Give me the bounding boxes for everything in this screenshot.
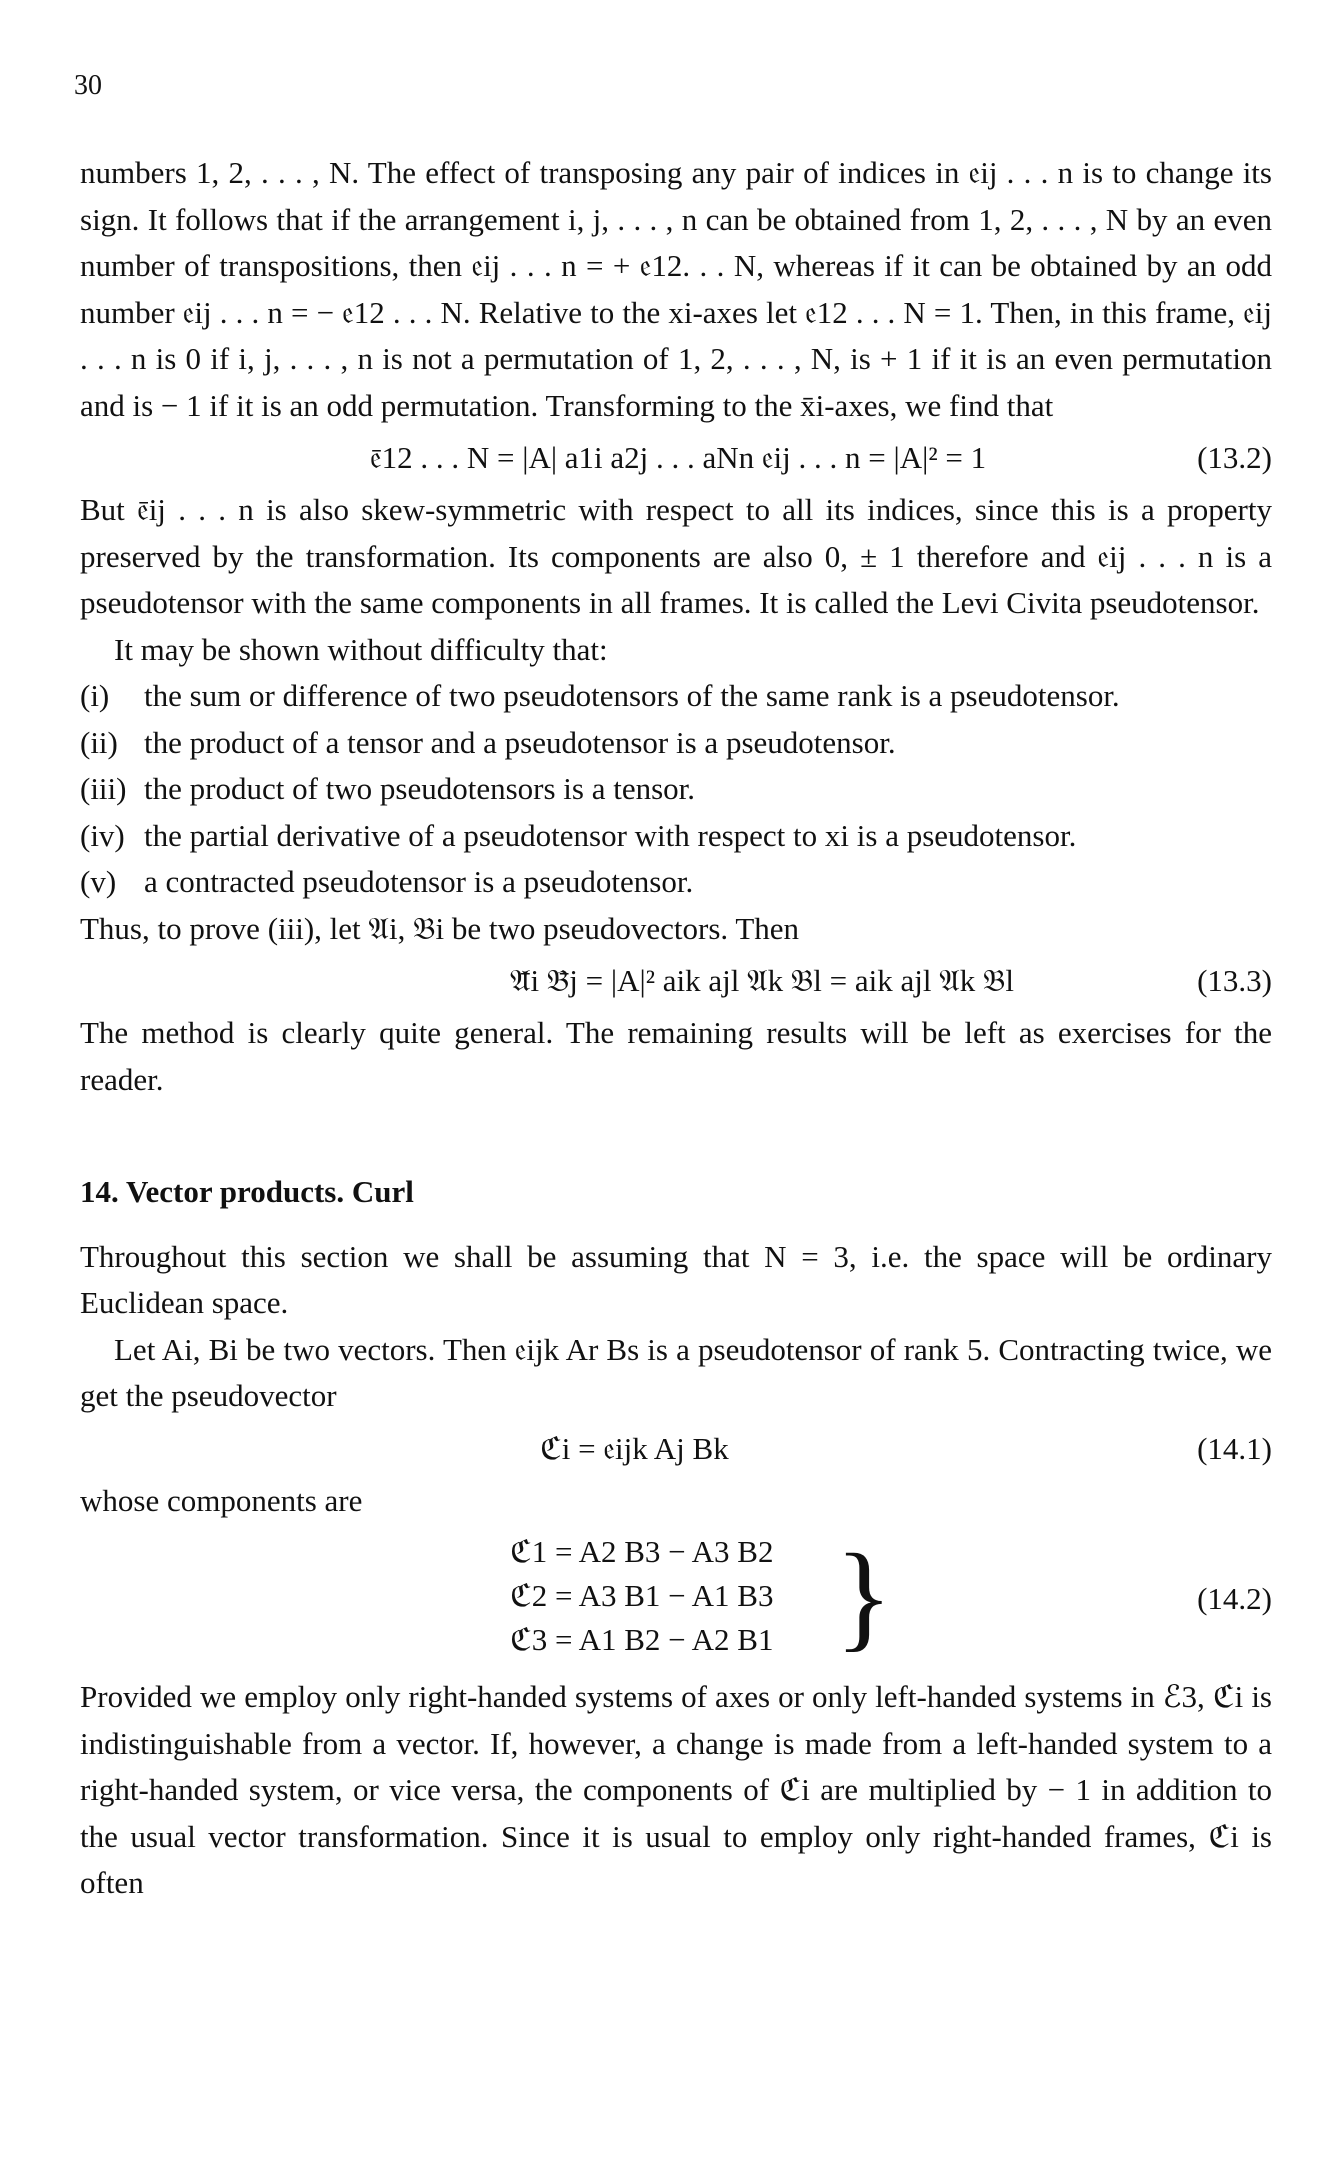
list-marker: (iii) [80,771,127,806]
page-content [80,150,1272,1907]
list-text: the partial derivative of a pseudotensor with respect to xi is a pseudotensor. [144,817,1077,853]
list-text: the product of two pseudotensors is a tensor. [144,771,696,806]
equation-body: 𝔢̄12 . . . N = |A| a1i a2j . . . aNn 𝔢ij . . . n = |A|² = 1 [370,440,987,475]
equation-line: ℭ3 = A1 B2 − A2 B1 [510,1622,774,1657]
equation-13-3 [80,952,1272,1010]
paragraph: The method is clearly quite general. The remaining results will be left as exercises for the reader. [80,1015,1272,1097]
list-text: the sum or difference of two pseudotensors of the same rank is a pseudotensor. [144,678,1120,713]
list-text: the product of a tensor and a pseudotensor is a pseudotensor. [144,724,896,760]
equation-line: ℭ1 = A2 B3 − A3 B2 [510,1534,774,1569]
list-item [80,766,1272,813]
paragraph: numbers 1, 2, . . . , N. The effect of transposing any pair of indices in 𝔢ij . . . n is to change its sign. It follows that if the arrangement i, j, . . . , n can be obtained from 1, 2, . . . , N by an even number of transpositions, then 𝔢ij . . . n = + 𝔢12. . . N, whereas if it can be obtained by an odd number 𝔢ij . . . n = − 𝔢12 . . . N. Relative to the xi-axes let 𝔢12 . . . N = 1. Then, in this frame, 𝔢ij . . . n is 0 if i, j, . . . , n is not a permutation of 1, 2, . . . , N, is + 1 if it is an even permutation and is − 1 if it is an odd permutation. Transforming to the x̄i-axes, we find that [80,155,1272,423]
equation-13-2 [80,429,1272,487]
list-marker: (iv) [80,817,125,853]
equation-14-1 [80,1420,1272,1478]
paragraph: whose components are [80,1482,363,1518]
equation-body: ℭi = 𝔢ijk Aj Bk [540,1430,729,1466]
list-marker: (v) [80,864,117,899]
list-item [80,813,1272,860]
paragraph: Let Ai, Bi be two vectors. Then 𝔢ijk Ar Bs is a pseudotensor of rank 5. Contracting twice, we get the pseudovector [80,1331,1272,1413]
list-item [80,859,1272,906]
list-text: a contracted pseudotensor is a pseudotensor. [144,864,694,899]
section-heading: 14. Vector products. Curl [80,1174,414,1209]
list-marker: (ii) [80,724,118,760]
equation-line: ℭ2 = A3 B1 − A1 B3 [510,1578,774,1613]
paragraph: Thus, to prove (iii), let 𝔄i, 𝔅i be two pseudovectors. Then [80,910,800,946]
equation-system [510,1530,773,1662]
paragraph: Throughout this section we shall be assuming that N = 3, i.e. the space will be ordinary Euclidean space. [80,1238,1272,1320]
paragraph: But 𝔢̄ij . . . n is also skew-symmetric with respect to all its indices, since this is a property preserved by the transformation. Its components are also 0, ± 1 therefore and 𝔢ij . . . n is a pseudotensor with the same components in all frames. It is called the Levi Civita pseudotensor. [80,492,1272,620]
paragraph: Provided we employ only right-handed systems of axes or only left-handed systems in ℰ3, ℭi is indistinguishable from a vector. If, however, a change is made from a left-handed system to a right-handed system, or vice versa, the components of ℭi are multiplied by − 1 in addition to the usual vector transformation. Since it is usual to employ only right-handed frames, ℭi is often [80,1679,1272,1900]
equation-number: (14.1) [1197,1430,1272,1466]
equation-number: (13.3) [1197,963,1272,998]
equation-number: (13.2) [1197,440,1272,475]
property-list [80,673,1272,906]
paragraph: It may be shown without difficulty that: [114,631,608,667]
equation-number: (14.2) [1197,1581,1272,1616]
list-marker: (i) [80,678,110,713]
right-brace-icon: } [835,1529,893,1662]
equation-body: 𝔄̄i 𝔅̄j = |A|² aik ajl 𝔄k 𝔅l = aik ajl 𝔄k 𝔅l [510,963,1015,998]
list-item [80,673,1272,720]
equation-14-2 [80,1524,1272,1674]
page-number: 30 [74,70,102,101]
list-item [80,720,1272,767]
